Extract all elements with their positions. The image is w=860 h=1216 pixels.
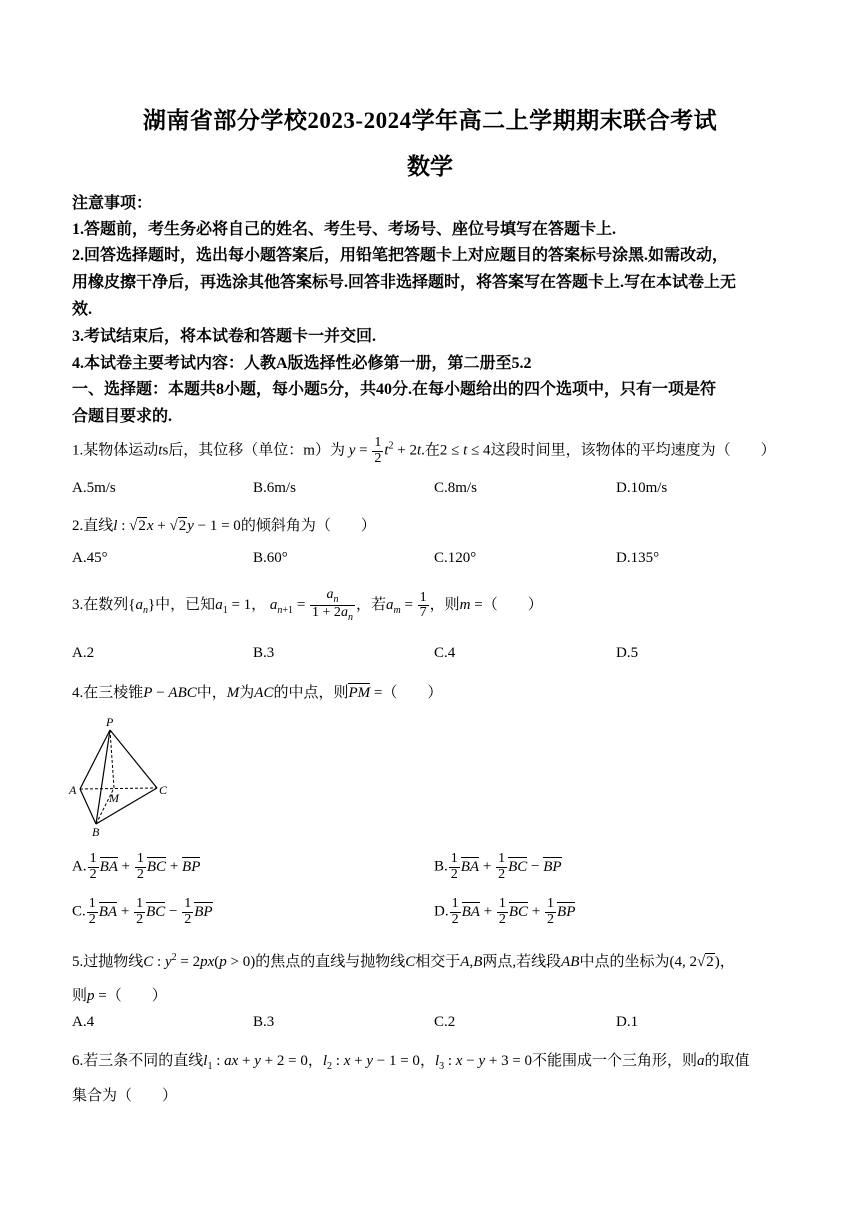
- question-2-stem: 2.直线l : √2x + √2y − 1 = 0的倾斜角为（ ）: [72, 518, 376, 534]
- label-b: B: [92, 825, 100, 838]
- question-3-stem: 3.在数列$\{a_n\}$中，已知$a_1 = 1$， $a_{n+1}$ = $\frac{a_n}{1 + 2a_n}$ ，若$a_m$ = $\frac{1}{7}$ ，则m =（ ）: [72, 587, 543, 624]
- question-1-stem: 1.某物体运动ts后，其位移（单位：m）为 y = $\frac{1}{2}$ $t^2 + 2t$.在2 ≤ t ≤ 4这段时间里，该物体的平均速度为（ ）: [72, 435, 776, 466]
- option-c: C.8m/s: [434, 480, 477, 496]
- label-m: M: [109, 791, 119, 805]
- option-a: A.45°: [72, 550, 108, 566]
- section-heading: 合题目要求的.: [72, 408, 173, 425]
- question-6-stem-cont: 集合为（ ）: [72, 1088, 178, 1104]
- option-c: C.2: [434, 1014, 456, 1030]
- notice-item: 1.答题前，考生务必将自己的姓名、考生号、考场号、座位号填写在答题卡上.: [72, 221, 617, 238]
- fraction: $\frac{1}{2}$: [374, 435, 382, 466]
- question-5-stem: 5.过抛物线C : $y^2 = 2px(p > 0)$的焦点的直线与抛物线C相交于A,B两点,若线段AB中点的坐标为(4, 2√2)，: [72, 952, 735, 970]
- option-a: A. $\frac{1}{2}$ BA + $\frac{1}{2}$ BC + BP: [72, 851, 201, 882]
- question-5-stem-cont: 则p =（ ）: [72, 988, 167, 1004]
- label-a: A: [69, 783, 77, 797]
- option-c: C. $\frac{1}{2}$ BA + $\frac{1}{2}$ BC − $\frac{1}{2}$ BP: [72, 896, 213, 927]
- option-c: C.4: [434, 645, 456, 661]
- option-c: C.120°: [434, 550, 477, 566]
- notice-item: 效.: [72, 301, 93, 318]
- option-a: A.4: [72, 1014, 95, 1030]
- option-b: B.60°: [253, 550, 288, 566]
- notice-item: 3.考试结束后，将本试卷和答题卡一并交回.: [72, 328, 377, 345]
- option-d: D.5: [616, 645, 639, 661]
- exam-title: 湖南省部分学校2023-2024学年高二上学期期末联合考试: [142, 108, 718, 133]
- fraction: $\frac{1}{7}$: [419, 589, 427, 621]
- option-b: B.6m/s: [253, 480, 296, 496]
- option-b: B. $\frac{1}{2}$ BA + $\frac{1}{2}$ BC − BP: [434, 851, 562, 882]
- fraction: $\frac{a_n}{1 + 2a_n}$: [312, 587, 353, 624]
- option-d: D.10m/s: [616, 480, 668, 496]
- option-d: D. $\frac{1}{2}$ BA + $\frac{1}{2}$ BC + $\frac{1}{2}$ BP: [434, 896, 576, 927]
- option-b: B.3: [253, 1014, 275, 1030]
- label-p: P: [106, 715, 114, 729]
- option-a: A.5m/s: [72, 480, 116, 496]
- option-d: D.135°: [616, 550, 660, 566]
- option-a: A.2: [72, 645, 95, 661]
- label-c: C: [159, 783, 168, 797]
- notice-heading: 注意事项：: [72, 195, 153, 212]
- notice-item: 用橡皮擦干净后，再选涂其他答案标号.回答非选择题时，将答案写在答题卡上.写在本试卷上无: [72, 274, 737, 291]
- exam-subject: 数学: [407, 154, 453, 179]
- section-heading: 一、选择题：本题共8小题，每小题5分，共40分.在每小题给出的四个选项中，只有一项是符: [72, 381, 717, 398]
- question-6-stem: 6.若三条不同的直线$l_1$ : ax + y + 2 = 0，$l_2$ : x + y − 1 = 0，$l_3$ : x − y + 3 = 0不能围成一个三角形，则a的取值: [72, 1053, 750, 1072]
- option-d: D.1: [616, 1014, 639, 1030]
- notice-item: 4.本试卷主要考试内容：人教A版选择性必修第一册，第二册至5.2: [72, 355, 532, 372]
- tetrahedron-figure: [62, 714, 174, 838]
- option-b: B.3: [253, 645, 275, 661]
- notice-item: 2.回答选择题时，选出每小题答案后，用铅笔把答题卡上对应题目的答案标号涂黑.如需改动，: [72, 247, 729, 264]
- question-4-stem: 4.在三棱锥P − ABC中，M为AC的中点，则PM =（ ）: [72, 685, 443, 701]
